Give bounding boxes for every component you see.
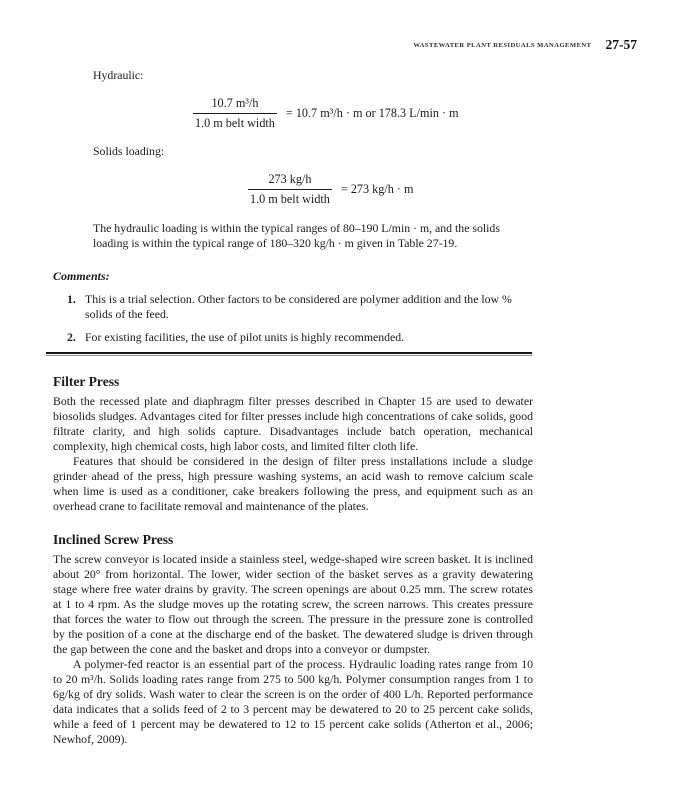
page-number: 27-57 [605, 37, 637, 52]
filter-press-paragraph-2: Features that should be considered in the design of filter press installations include a sludge grinder ahead of the press, high pressure washing systems, an acid wash to remove calcium scale when lime is used as a conditioner, cake breakers following the press, and equipment such as an overhead crane to facilitate removal and maintenance of the plates. [53, 454, 533, 513]
hydraulic-label: Hydraulic: [93, 68, 144, 82]
hydraulic-fraction [193, 96, 277, 131]
running-header [413, 36, 637, 54]
section-divider-rule [46, 352, 532, 356]
comment-2-number: 2. [67, 330, 76, 344]
inclined-screw-press-paragraph-2: A polymer-fed reactor is an essential part of the process. Hydraulic loading rates range from 10 to 20 m³/h. Solids loading rates range from 275 to 500 kg/h. Polymer consumption ranges from 1 to 6g/kg of dry solids. Wash water to clear the screen is on the order of 400 L/h. Reported performance data indicates that a solids feed of 2 to 3 percent may be dewatered to 20 to 25 percent cake solids, while a feed of 1 percent may be dewatered to 12 to 15 percent cake solids (Atherton et al., 2006; Newhof, 2009). [53, 657, 533, 746]
solids-fraction [248, 172, 332, 207]
hydraulic-fraction-numerator: 10.7 m³/h [193, 96, 277, 114]
comments-heading: Comments: [53, 269, 110, 283]
comment-item-2 [53, 330, 533, 345]
solids-fraction-denominator: 1.0 m belt width [250, 192, 330, 206]
section-title-filter-press: Filter Press [53, 374, 120, 389]
section-title-inclined-screw-press: Inclined Screw Press [53, 532, 174, 547]
hydraulic-formula-result: = 10.7 m³/h · m or 178.3 L/min · m [285, 106, 459, 120]
comment-1-number: 1. [67, 292, 76, 306]
solids-formula-result: = 273 kg/h · m [340, 182, 414, 196]
comment-2-text: For existing facilities, the use of pilot units is highly recommended. [85, 330, 405, 344]
page-content [53, 68, 533, 747]
example-block [93, 68, 533, 251]
running-title: WASTEWATER PLANT RESIDUALS MANAGEMENT [413, 42, 592, 49]
solids-fraction-numerator: 273 kg/h [248, 172, 332, 190]
comment-1-text: This is a trial selection. Other factors to be considered are polymer addition and the low % solids of the feed. [85, 292, 512, 321]
solids-loading-label: Solids loading: [93, 144, 165, 158]
inclined-screw-press-paragraph-1: The screw conveyor is located inside a stainless steel, wedge-shaped wire screen basket. It is inclined about 20° from horizontal. The lower, wider section of the basket serves as a gravity dewatering stage where free water drains by gravity. The screen openings are about 0.25 mm. The screw rotates at 1 to 4 rpm. As the sludge moves up the rotating screw, the screen narrows. This creates pressure that forces the water to flow out through the screen. The pressure in the pressure zone is controlled by the position of a cone at the discharge end of the basket. The dewatered sludge is driven through the gap between the cone and the basket and drops into a conveyor or dumpster. [53, 552, 533, 656]
hydraulic-fraction-denominator: 1.0 m belt width [195, 116, 275, 130]
comment-item-1 [53, 292, 533, 322]
solids-formula [248, 172, 533, 207]
example-summary: The hydraulic loading is within the typical ranges of 80–190 L/min · m, and the solids loading is within the typical range of 180–320 kg/h · m given in Table 27-19. [93, 221, 500, 250]
filter-press-paragraph-1: Both the recessed plate and diaphragm filter presses described in Chapter 15 are used to dewater biosolids sludges. Advantages cited for filter presses include high concentrations of cake solids, good filtrate clarity, and high solids capture. Disadvantages include batch operation, mechanical complexity, high chemical costs, high labor costs, and limited filter cloth life. [53, 394, 533, 453]
hydraulic-formula [193, 96, 533, 131]
